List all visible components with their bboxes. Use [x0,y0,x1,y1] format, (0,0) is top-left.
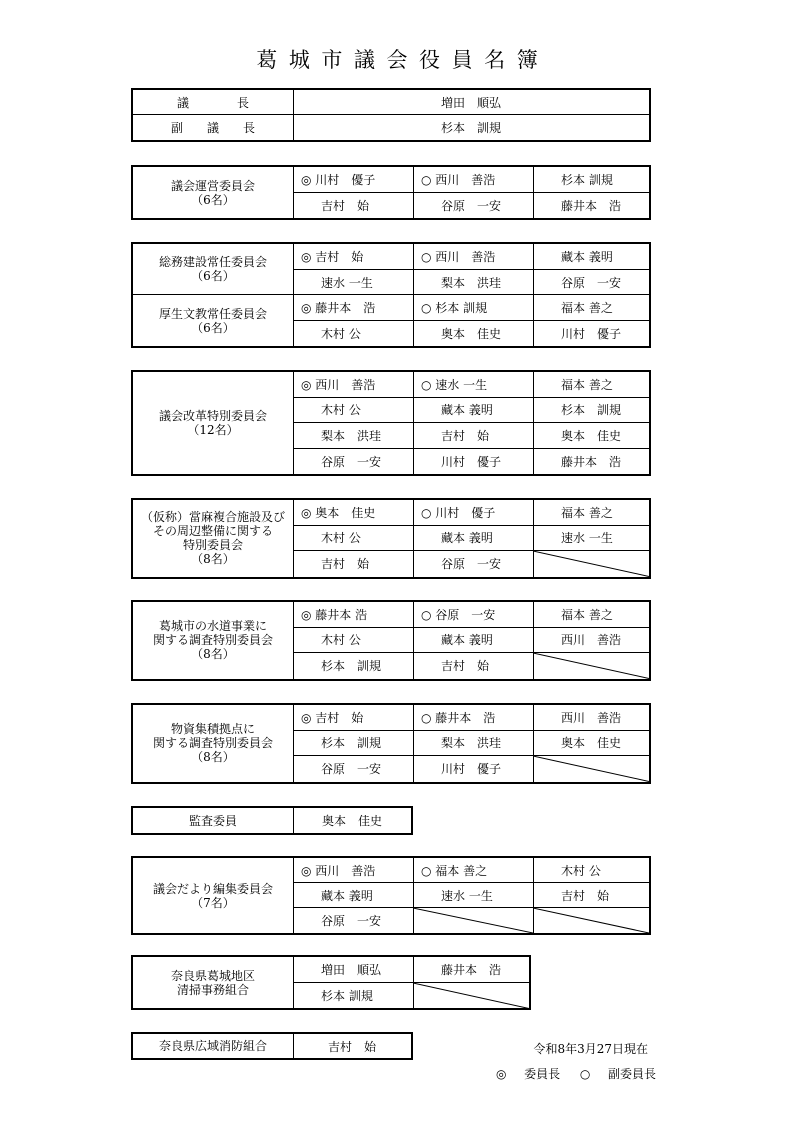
committee-table [131,703,651,784]
empty-cell-slash [413,983,529,1009]
member-name: ◎ 藤井本 浩 [301,300,376,315]
member-name: ◎ 吉村 始 [301,710,364,725]
member-name: ◎ 西川 善浩 [301,863,376,878]
committee-section [133,500,649,577]
committee-section [133,858,649,933]
member-name: ○ 杉本 訓規 [421,300,488,315]
empty-cell-slash [533,908,649,933]
member-name: 木村 公 [321,531,361,546]
member-row [293,808,411,833]
committee-section [133,705,649,782]
committee-label-line: 特別委員会 [182,538,243,553]
chair-mark-icon: ◎ [496,1067,507,1081]
committee-label-line: 奈良県葛城地区 [170,968,255,983]
member-row [293,756,649,782]
officer-role: 議 長 [176,95,249,110]
member-name: 杉本 訓規 [321,736,382,751]
member-name: ○ 川村 優子 [421,505,496,520]
member-name: 吉村 始 [441,428,490,443]
member-row [293,167,649,193]
committee-label-line: その周辺整備に関する [152,524,273,539]
member-name: 藏本 義明 [561,249,613,264]
member-name: 奥本 佳史 [561,736,622,751]
officer-name: 増田 順弘 [440,95,501,110]
committee-label [133,858,293,933]
committee-label-line: 議会だより編集委員会 [152,881,273,896]
member-row [293,398,649,424]
member-row [293,372,649,398]
committee-table [131,1032,413,1060]
member-row [293,244,649,270]
member-name: 杉本 訓規 [321,988,373,1003]
committee-label [133,372,293,474]
officer-name: 杉本 訓規 [440,121,501,135]
member-name: 杉本 訓規 [561,172,613,187]
member-name: 藏本 義明 [441,403,493,418]
committee-section [133,295,649,346]
member-name: ○ 福本 善之 [421,863,488,878]
committee-label [133,500,293,577]
member-name: ○ 藤井本 浩 [421,710,496,725]
committee-section [133,957,529,1008]
committee-section [133,372,649,474]
member-row [293,1034,411,1058]
legend-chair-label: 委員長 [524,1067,561,1081]
committee-label-line: 清掃事務組合 [176,982,249,997]
member-row [293,295,649,321]
member-name: 梨本 洪珪 [441,736,502,751]
officer-row-chair [133,90,649,115]
vice-mark-icon: ○ [579,1067,591,1081]
member-name: 谷原 一安 [321,914,382,928]
member-name: 木村 公 [321,403,361,418]
committee-label-line: 関する調査特別委員会 [152,633,273,648]
member-row [293,883,649,908]
member-name: 藤井本 浩 [441,962,502,977]
member-row [293,270,649,296]
member-name: 木村 公 [321,326,361,341]
member-name: 藤井本 浩 [561,454,622,469]
member-name: 谷原 一安 [441,557,502,572]
committee-label-line: 物資集積拠点に [170,722,255,737]
committee-label [133,1034,293,1058]
member-row [293,193,649,219]
member-name: 奥本 佳史 [321,814,382,828]
member-name: 川村 優子 [441,454,502,469]
committee-label-line: 議会運営委員会 [170,178,255,193]
member-name: 藏本 義明 [441,531,493,546]
committee-label-line: 厚生文教常任委員会 [158,306,267,321]
committee-table [131,165,651,220]
member-row [293,908,649,933]
committee-label-line: （7名） [191,895,235,910]
committee-label-line: （6名） [191,320,235,335]
committee-label-line: （12名） [187,423,239,437]
committee-label-line: （仮称）當麻複合施設及び [140,510,285,525]
member-name: 梨本 洪珪 [321,428,382,443]
committee-label-line: 監査委員 [188,813,237,828]
committee-table [131,856,651,935]
committee-label [133,705,293,782]
committee-label-line: （8名） [191,647,235,662]
member-row [293,858,649,883]
member-name: 木村 公 [561,863,601,878]
committee-label [133,602,293,679]
member-name: 杉本 訓規 [321,659,382,674]
member-row [293,731,649,757]
committee-label-line: （8名） [191,552,235,567]
committee-table [131,600,651,681]
member-row [293,449,649,475]
committee-table [131,498,651,579]
member-name: 杉本 訓規 [561,403,622,418]
member-name: 西川 善浩 [561,633,622,648]
date-note: 令和8年3月27日現在 [533,1042,648,1056]
committee-section [133,808,411,833]
member-name: ◎ 奥本 佳史 [301,505,376,520]
empty-cell-slash [533,756,649,782]
committee-section [133,602,649,679]
member-name: 速水 一生 [561,531,613,546]
committee-section [133,167,649,218]
member-name: 速水 一生 [441,888,493,903]
member-name: 吉村 始 [561,888,610,903]
member-row [293,500,649,526]
member-row [293,321,649,347]
member-name: 増田 順弘 [321,962,382,977]
page-title: 葛城市議会役員名簿 [256,48,550,72]
legend-vice-label: 副委員長 [607,1067,656,1081]
member-row [293,551,649,577]
committee-label [133,957,293,1008]
member-row [293,602,649,628]
member-name: 吉村 始 [321,557,370,572]
committee-label [133,167,293,218]
member-name: 谷原 一安 [561,275,622,290]
member-name: 川村 優子 [441,762,502,777]
committee-label-line: （6名） [191,192,235,207]
empty-cell-slash [533,653,649,679]
member-name: 梨本 洪珪 [441,275,502,290]
member-name: ○ 谷原 一安 [421,607,496,622]
member-name: ◎ 吉村 始 [301,249,364,264]
committee-label-line: 関する調査特別委員会 [152,736,273,751]
committee-table [131,955,531,1010]
committee-label-line: 葛城市の水道事業に [158,619,267,634]
member-name: 福本 善之 [561,377,613,392]
legend [496,1065,656,1082]
member-name: 福本 善之 [561,505,613,520]
member-name: 谷原 一安 [321,454,382,469]
member-name: 谷原 一安 [441,198,502,213]
officers-table [131,88,651,142]
member-name: ○ 西川 善浩 [421,172,496,187]
member-row [293,653,649,679]
member-name: ○ 速水 一生 [421,377,488,392]
member-row [293,423,649,449]
member-name: ◎ 藤井本 浩 [301,607,368,622]
member-name: 速水 一生 [321,275,373,290]
committee-label [133,808,293,833]
member-name: 木村 公 [321,633,361,648]
committee-section [133,244,649,295]
member-name: 福本 善之 [561,607,613,622]
member-name: 吉村 始 [321,198,370,213]
committee-label [133,295,293,346]
committee-label-line: （6名） [191,269,235,283]
member-row [293,526,649,552]
empty-cell-slash [533,551,649,577]
committee-label-line: （8名） [191,750,235,765]
member-name: 吉村 始 [327,1039,376,1054]
member-name: 藏本 義明 [321,888,373,903]
member-name: 福本 善之 [561,300,613,315]
committee-section [133,1034,411,1058]
member-name: ◎ 川村 優子 [301,172,376,187]
member-name: 奥本 佳史 [561,428,622,443]
member-row [293,983,529,1009]
officer-row-vice [133,115,649,140]
committee-label-line: 議会改革特別委員会 [158,409,267,423]
member-name: ○ 西川 善浩 [421,249,496,264]
committee-label-line: 奈良県広域消防組合 [158,1039,267,1053]
committee-table [131,242,651,348]
officer-role: 副 議 長 [170,121,255,135]
member-name: 谷原 一安 [321,762,382,777]
member-name: 川村 優子 [561,326,622,341]
committee-label [133,244,293,294]
member-name: 藤井本 浩 [561,198,622,213]
empty-cell-slash [413,908,533,933]
member-row [293,957,529,983]
member-name: ◎ 西川 善浩 [301,377,376,392]
member-name: 藏本 義明 [441,633,493,648]
member-name: 吉村 始 [441,659,490,674]
member-row [293,705,649,731]
member-row [293,628,649,654]
member-name: 奥本 佳史 [441,326,502,341]
member-name: 西川 善浩 [561,710,622,725]
committee-label-line: 総務建設常任委員会 [158,255,267,269]
committee-table [131,806,413,835]
committee-table [131,370,651,476]
